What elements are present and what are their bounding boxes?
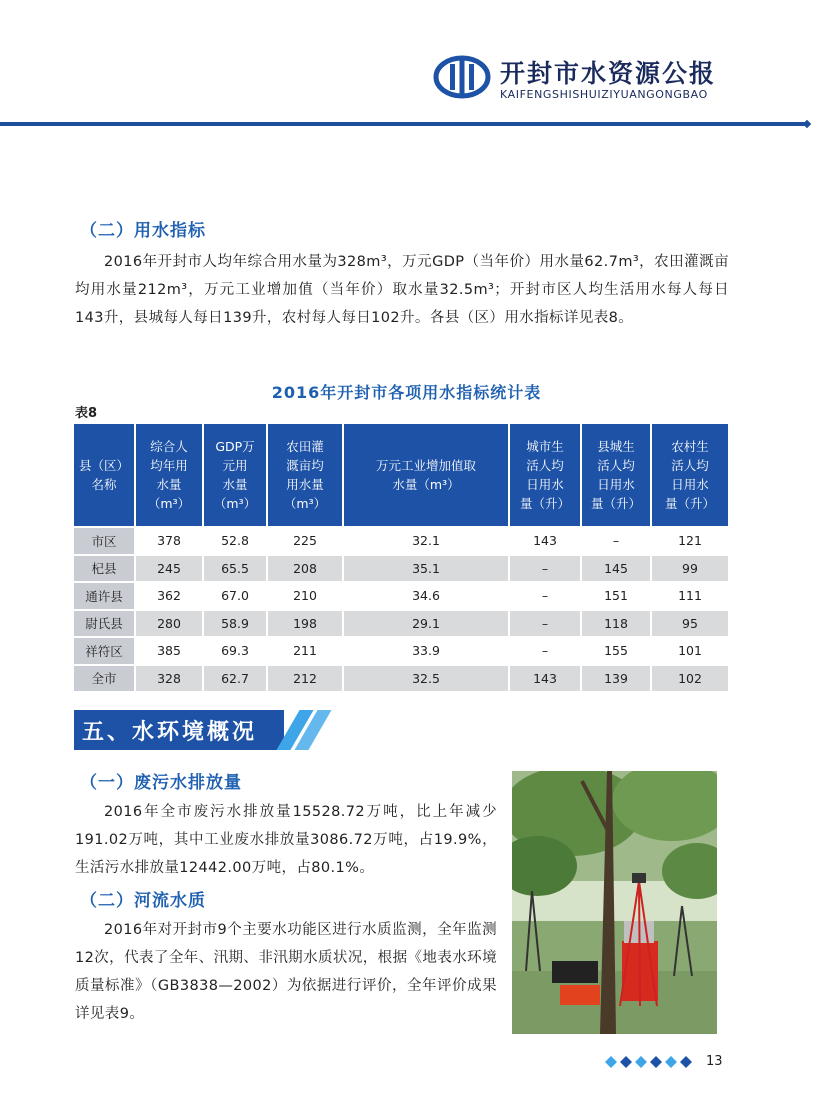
- table-cell: 280: [136, 609, 204, 637]
- table-cell: –: [510, 581, 582, 609]
- table-cell: 34.6: [344, 581, 510, 609]
- table-row: [74, 554, 728, 582]
- table-cell: 211: [268, 636, 344, 664]
- table-body: [74, 526, 728, 691]
- page-header: [0, 0, 813, 130]
- table-row: [74, 664, 728, 692]
- section-banner: [74, 710, 324, 750]
- table-header-line: 水量: [156, 477, 182, 492]
- diamond-icon: [650, 1056, 662, 1068]
- table-cell: 145: [582, 554, 652, 582]
- table-row: [74, 526, 728, 554]
- table-header-line: GDP万: [215, 439, 255, 454]
- header-divider: [0, 122, 806, 126]
- diamond-icon: [605, 1056, 617, 1068]
- table-cell: 32.5: [344, 664, 510, 692]
- table-header-line: 元用: [222, 458, 248, 473]
- table-cell: 33.9: [344, 636, 510, 664]
- table-cell: 208: [268, 554, 344, 582]
- table-cell: 95: [652, 609, 728, 637]
- diamond-icon: [680, 1056, 692, 1068]
- table-header-line: 活人均: [671, 458, 709, 473]
- table-cell: 35.1: [344, 554, 510, 582]
- table-header-line: 县（区）: [78, 458, 129, 473]
- table-row-name: 全市: [74, 664, 136, 692]
- table-cell: 212: [268, 664, 344, 692]
- table-cell: 121: [652, 526, 728, 554]
- table-header-line: 溉亩均: [286, 458, 324, 473]
- waste-water-heading: （一）废污水排放量: [80, 773, 242, 793]
- table-header-line: （m³）: [283, 496, 327, 511]
- table-header-line: 名称: [91, 477, 117, 492]
- brand-subtitle: KAIFENGSHISHUIZIYUANGONGBAO: [500, 88, 708, 101]
- table-header-line: 用水量: [286, 477, 324, 492]
- table-cell: 62.7: [204, 664, 268, 692]
- table-row-name: 通许县: [74, 581, 136, 609]
- table-cell: 111: [652, 581, 728, 609]
- table-header-line: 农田灌: [286, 439, 324, 454]
- table-cell: 143: [510, 526, 582, 554]
- table-header-line: 城市生: [526, 439, 564, 454]
- page-number: 13: [706, 1054, 723, 1069]
- table-header-cell: [344, 424, 510, 526]
- table-cell: 385: [136, 636, 204, 664]
- table-header-cell: [582, 424, 652, 526]
- header-divider-end: [803, 120, 811, 128]
- table-cell: –: [582, 526, 652, 554]
- table-cell: 69.3: [204, 636, 268, 664]
- table-cell: 143: [510, 664, 582, 692]
- table-header-cell: [510, 424, 582, 526]
- table-header-line: 日用水: [671, 477, 709, 492]
- table-header-line: 综合人: [150, 439, 188, 454]
- table-cell: 378: [136, 526, 204, 554]
- table-header-line: 日用水: [526, 477, 564, 492]
- table-cell: 139: [582, 664, 652, 692]
- table-header-line: 县城生: [597, 439, 635, 454]
- table-cell: 210: [268, 581, 344, 609]
- diamond-icon: [635, 1056, 647, 1068]
- table-cell: 101: [652, 636, 728, 664]
- water-bureau-logo-icon: [433, 55, 491, 99]
- table-cell: 32.1: [344, 526, 510, 554]
- water-use-indicator-table: [74, 424, 728, 691]
- table-cell: 328: [136, 664, 204, 692]
- river-quality-paragraph: 2016年对开封市9个主要水功能区进行水质监测，全年监测12次，代表了全年、汛期、非汛期水质状况，根据《地表水环境质量标准》（GB3838—2002）为依据进行评价，全年评价成果详见表9。: [75, 922, 497, 1022]
- diamond-icon: [620, 1056, 632, 1068]
- table-header-line: 量（升）: [664, 496, 715, 511]
- table-header-cell: [268, 424, 344, 526]
- table-header-line: （m³）: [147, 496, 191, 511]
- table-cell: 155: [582, 636, 652, 664]
- table-cell: 65.5: [204, 554, 268, 582]
- table-header-line: 量（升）: [590, 496, 641, 511]
- waste-water-paragraph: 2016年全市废污水排放量15528.72万吨，比上年减少191.02万吨，其中工业废水排放量3086.72万吨，占19.9%，生活污水排放量12442.00万吨，占80.1%。: [75, 804, 497, 876]
- table-row-name: 杞县: [74, 554, 136, 582]
- table-cell: 198: [268, 609, 344, 637]
- table-row: [74, 636, 728, 664]
- section-banner-title: 五、水环境概况: [82, 720, 258, 745]
- monitoring-site-photo: [512, 771, 717, 1034]
- table-header-cell: [204, 424, 268, 526]
- table-row: [74, 581, 728, 609]
- table-cell: –: [510, 636, 582, 664]
- table-header-cell: [136, 424, 204, 526]
- table-cell: –: [510, 554, 582, 582]
- table-cell: 118: [582, 609, 652, 637]
- table-cell: 52.8: [204, 526, 268, 554]
- table-header-cell: [652, 424, 728, 526]
- table-header-line: 农村生: [671, 439, 709, 454]
- table-header-line: 水量（m³）: [392, 477, 460, 492]
- table-header-line: 水量: [222, 477, 248, 492]
- table-label: 表8: [75, 406, 98, 421]
- table-cell: 245: [136, 554, 204, 582]
- table-cell: 225: [268, 526, 344, 554]
- page-decoration-icon: [604, 1055, 704, 1069]
- table-cell: 67.0: [204, 581, 268, 609]
- table-cell: 151: [582, 581, 652, 609]
- water-use-heading: （二）用水指标: [80, 221, 206, 241]
- table-header-line: 活人均: [526, 458, 564, 473]
- table-header-line: 均年用: [150, 458, 188, 473]
- table-row-name: 尉氏县: [74, 609, 136, 637]
- table-title: 2016年开封市各项用水指标统计表: [271, 383, 542, 402]
- table-header-line: 万元工业增加值取: [375, 458, 476, 473]
- table-header-line: 日用水: [597, 477, 635, 492]
- table-cell: 102: [652, 664, 728, 692]
- table-header-cell: [74, 424, 136, 526]
- table-row-name: 市区: [74, 526, 136, 554]
- table-header-line: （m³）: [213, 496, 257, 511]
- diamond-icon: [665, 1056, 677, 1068]
- table-cell: 362: [136, 581, 204, 609]
- river-quality-heading: （二）河流水质: [80, 891, 206, 911]
- table-header-row: [74, 424, 728, 526]
- table-cell: 99: [652, 554, 728, 582]
- table-cell: –: [510, 609, 582, 637]
- table-header-line: 量（升）: [519, 496, 570, 511]
- water-use-paragraph: 2016年开封市人均年综合用水量为328m³，万元GDP（当年价）用水量62.7m³，农田灌溉亩均用水量212m³，万元工业增加值（当年价）取水量32.5m³；开封市区人均生活用水每人每日143升，县城每人每日139升，农村每人每日102升。各县（区）用水指标详见表8。: [75, 254, 729, 326]
- table-cell: 58.9: [204, 609, 268, 637]
- table-row-name: 祥符区: [74, 636, 136, 664]
- table-cell: 29.1: [344, 609, 510, 637]
- table-row: [74, 609, 728, 637]
- brand-title: 开封市水资源公报: [500, 59, 717, 88]
- table-header-line: 活人均: [597, 458, 635, 473]
